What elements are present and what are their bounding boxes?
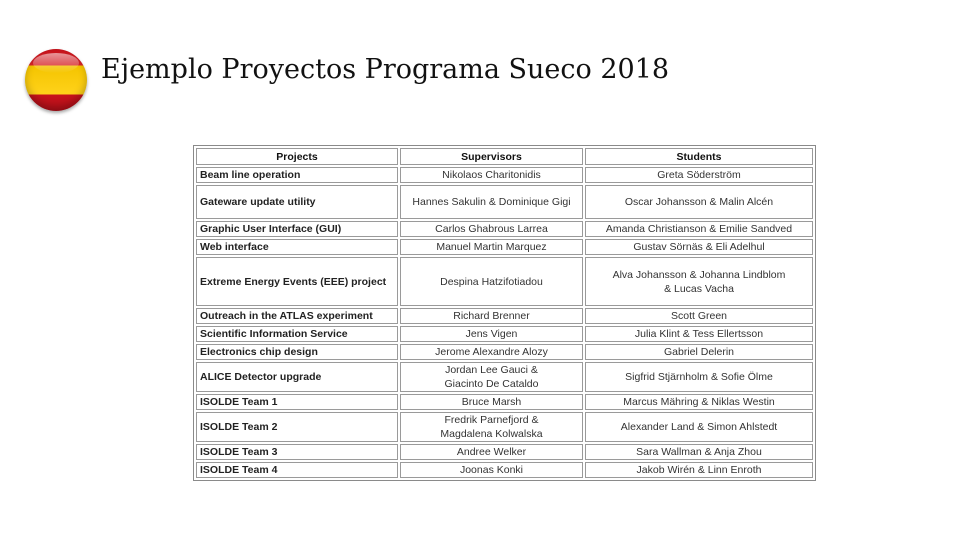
supervisor-name: Carlos Ghabrous Larrea	[435, 223, 548, 235]
table-row	[196, 308, 813, 324]
supervisor-cell	[400, 344, 583, 360]
supervisor-name: Giacinto De Cataldo	[444, 378, 539, 390]
table-row	[196, 221, 813, 237]
supervisor-cell	[400, 412, 583, 442]
student-cell	[585, 412, 813, 442]
student-cell	[585, 344, 813, 360]
project-cell: ISOLDE Team 1	[196, 394, 398, 410]
project-cell: Beam line operation	[196, 167, 398, 183]
supervisor-cell	[400, 362, 583, 392]
student-cell	[585, 326, 813, 342]
supervisor-name: Jerome Alexandre Alozy	[435, 346, 548, 358]
supervisor-name: Jens Vigen	[465, 328, 518, 340]
student-cell	[585, 308, 813, 324]
supervisor-cell	[400, 394, 583, 410]
header-students: Students	[585, 148, 813, 165]
supervisor-name: Bruce Marsh	[461, 396, 522, 408]
project-cell: ALICE Detector upgrade	[196, 362, 398, 392]
student-cell	[585, 167, 813, 183]
student-name: Alva Johansson & Johanna Lindblom	[612, 268, 786, 281]
supervisor-name: Joonas Konki	[459, 464, 524, 476]
table-row	[196, 257, 813, 306]
student-cell	[585, 394, 813, 410]
supervisor-name: Nikolaos Charitonidis	[442, 169, 541, 181]
student-cell	[585, 221, 813, 237]
project-cell: Extreme Energy Events (EEE) project	[196, 257, 398, 306]
table-row	[196, 326, 813, 342]
student-name: Gabriel Delerin	[663, 346, 735, 358]
spain-flag-icon	[25, 49, 87, 111]
student-name: Oscar Johansson & Malin Alcén	[624, 196, 774, 208]
project-cell: Electronics chip design	[196, 344, 398, 360]
project-cell: Graphic User Interface (GUI)	[196, 221, 398, 237]
project-cell: Scientific Information Service	[196, 326, 398, 342]
table-row	[196, 394, 813, 410]
supervisor-name: Richard Brenner	[453, 310, 530, 322]
student-name: Amanda Christianson & Emilie Sandved	[605, 223, 793, 235]
student-name: & Lucas Vacha	[664, 282, 734, 295]
projects-table	[193, 145, 816, 481]
supervisor-cell	[400, 462, 583, 478]
student-name: Marcus Mähring & Niklas Westin	[623, 396, 775, 408]
supervisor-cell	[400, 444, 583, 460]
table-header-row	[196, 148, 813, 165]
table-row	[196, 412, 813, 442]
supervisor-cell	[400, 239, 583, 255]
student-name: Julia Klint & Tess Ellertsson	[634, 328, 764, 340]
student-name: Sara Wallman & Anja Zhou	[636, 446, 762, 458]
table-row	[196, 444, 813, 460]
supervisor-name: Magdalena Kolwalska	[440, 428, 543, 440]
student-cell	[585, 257, 813, 306]
slide-title: Ejemplo Proyectos Programa Sueco 2018	[101, 54, 670, 85]
student-name: Jakob Wirén & Linn Enroth	[636, 464, 762, 476]
project-cell: Gateware update utility	[196, 185, 398, 219]
student-name: Sigfrid Stjärnholm & Sofie Ölme	[625, 371, 773, 383]
student-cell	[585, 185, 813, 219]
supervisor-name: Manuel Martin Marquez	[436, 241, 547, 253]
supervisor-name: Despina Hatzifotiadou	[440, 275, 543, 288]
table-row	[196, 167, 813, 183]
supervisor-cell	[400, 221, 583, 237]
project-cell: Web interface	[196, 239, 398, 255]
table-row	[196, 462, 813, 478]
student-name: Alexander Land & Simon Ahlstedt	[620, 421, 778, 433]
student-cell	[585, 444, 813, 460]
project-cell: ISOLDE Team 4	[196, 462, 398, 478]
project-cell: ISOLDE Team 2	[196, 412, 398, 442]
student-cell	[585, 362, 813, 392]
supervisor-name: Andree Welker	[456, 446, 527, 458]
supervisor-cell	[400, 185, 583, 219]
table-row	[196, 344, 813, 360]
student-cell	[585, 239, 813, 255]
table-row	[196, 239, 813, 255]
supervisor-cell	[400, 308, 583, 324]
student-cell	[585, 462, 813, 478]
supervisor-cell	[400, 326, 583, 342]
header-projects: Projects	[196, 148, 398, 165]
header-supervisors: Supervisors	[400, 148, 583, 165]
project-cell: Outreach in the ATLAS experiment	[196, 308, 398, 324]
project-cell: ISOLDE Team 3	[196, 444, 398, 460]
supervisor-name: Hannes Sakulin & Dominique Gigi	[412, 196, 571, 208]
student-name: Greta Söderström	[657, 169, 741, 181]
supervisor-cell	[400, 167, 583, 183]
supervisor-name: Jordan Lee Gauci &	[445, 364, 538, 376]
table-row	[196, 362, 813, 392]
student-name: Scott Green	[670, 310, 728, 322]
student-name: Gustav Sörnäs & Eli Adelhul	[633, 241, 765, 253]
table-row	[196, 185, 813, 219]
supervisor-name: Fredrik Parnefjord &	[444, 414, 539, 426]
supervisor-cell	[400, 257, 583, 306]
